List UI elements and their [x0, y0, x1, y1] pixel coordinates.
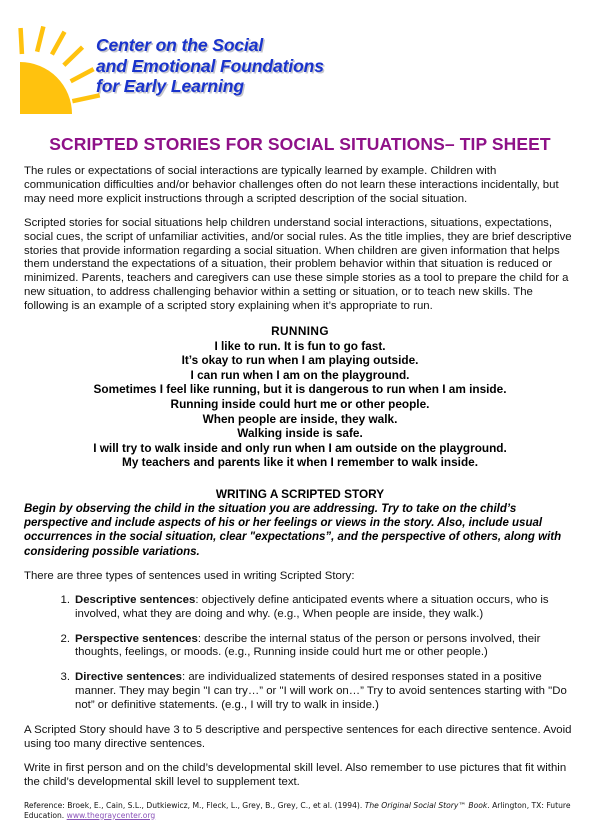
- ratio-paragraph: A Scripted Story should have 3 to 5 descriptive and perspective sentences for each directive sentence. Avoid using too many directive sentences.: [24, 724, 572, 750]
- sentence-types-lead-in: There are three types of sentences used in writing Scripted Story:: [24, 569, 355, 582]
- story-line: I can run when I am on the playground.: [190, 367, 410, 382]
- writing-intro-paragraph: Begin by observing the child in the situation you are addressing. Try to take on the child’s perspective and include aspects of his or her feelings or views in the story. Also, include usual occurrences in the social situation, clear "expectations”, and the perspective of others, along with considering possible variations.: [24, 503, 562, 558]
- logo-text-block: [96, 35, 324, 97]
- first-person-paragraph: Write in first person and on the child’s developmental skill level. Also remember to use pictures that fit within the child’s developmental skill level to supplement text.: [24, 761, 567, 788]
- list-item: [56, 671, 576, 713]
- list-item: [56, 594, 576, 622]
- page-title: SCRIPTED STORIES FOR SOCIAL SITUATIONS– TIP SHEET: [49, 134, 551, 154]
- list-item-text: : are individualized statements of desired responses stated in a positive manner. They may begin "I can try…” or "I will work on…” Try to avoid sentences starting with "Do not” or definitive statements. (e.g., I will try to walk in inside.): [75, 671, 567, 712]
- sample-story-block: [24, 324, 576, 470]
- story-heading: RUNNING: [271, 324, 329, 339]
- list-item-text: : objectively define anticipated events where a situation occurs, who is involved, what they are doing and why. (e.g., When people are inside, they walk.): [75, 593, 549, 620]
- reference-book-title: The Original Social Story™ Book: [364, 800, 488, 810]
- story-line: I will try to walk inside and only run when I am outside on the playground.: [93, 440, 507, 455]
- story-line: It’s okay to run when I am playing outside.: [181, 353, 419, 368]
- reference-prefix: Reference: Broek, E., Cain, S.L., Dutkiewicz, M., Fleck, L., Grey, B., Grey, C., et al. (1994).: [24, 800, 365, 810]
- story-line: My teachers and parents like it when I remember to walk inside.: [122, 455, 478, 470]
- logo-line-1: Center on the Social: [96, 35, 264, 55]
- list-item: [56, 633, 576, 661]
- sentence-types-list: [24, 594, 576, 713]
- list-item-text: : describe the internal status of the person or persons involved, their thoughts, feelings, or moods. (e.g., Running inside could hurt me or other people.): [75, 632, 541, 659]
- reference-publisher: . Arlington, TX: Future Education.: [24, 800, 571, 820]
- document-body: [24, 128, 576, 821]
- story-line: I like to run. It is fun to go fast.: [214, 338, 386, 353]
- list-item-label: Perspective sentences: [75, 632, 198, 645]
- intro-paragraph-1: The rules or expectations of social interactions are typically learned by example. Children with communication difficulties and/or behavior challenges often do not learn these interactions incidentally, but may need more explicit instructions through a scripted description of the social situation.: [24, 165, 559, 205]
- list-item-label: Descriptive sentences: [75, 593, 196, 606]
- story-line: Running inside could hurt me or other people.: [170, 397, 430, 412]
- reference-link[interactable]: www.thegraycenter.org: [66, 810, 156, 820]
- list-item-label: Directive sentences: [75, 671, 183, 684]
- page-header: [0, 0, 600, 128]
- story-line: When people are inside, they walk.: [202, 411, 398, 426]
- intro-paragraph-2: Scripted stories for social situations help children understand social interactions, situations, expectations, social cues, the script of unfamiliar activities, and/or social rules. As the title implies, they are brief descriptive stories that provide information regarding a social situation. When children are given information that helps them understand the expectations of a situation, their problem behavior within that situation is reduced or minimized. Parents, teachers and caregivers can use these simple stories as a tool to prepare the child for a new situation, to address challenging behavior within a setting or situation, or to teach new skills. The following is an example of a scripted story explaining when it’s appropriate to run.: [24, 216, 572, 313]
- section-heading-writing: WRITING A SCRIPTED STORY: [215, 487, 385, 501]
- story-line: Walking inside is safe.: [237, 426, 363, 441]
- reference-line: [24, 801, 576, 821]
- logo-line-3: for Early Learning: [96, 76, 244, 96]
- logo-line-2: and Emotional Foundations: [96, 55, 324, 76]
- story-line: Sometimes I feel like running, but it is dangerous to run when I am inside.: [93, 382, 507, 397]
- organization-logo: [14, 26, 574, 122]
